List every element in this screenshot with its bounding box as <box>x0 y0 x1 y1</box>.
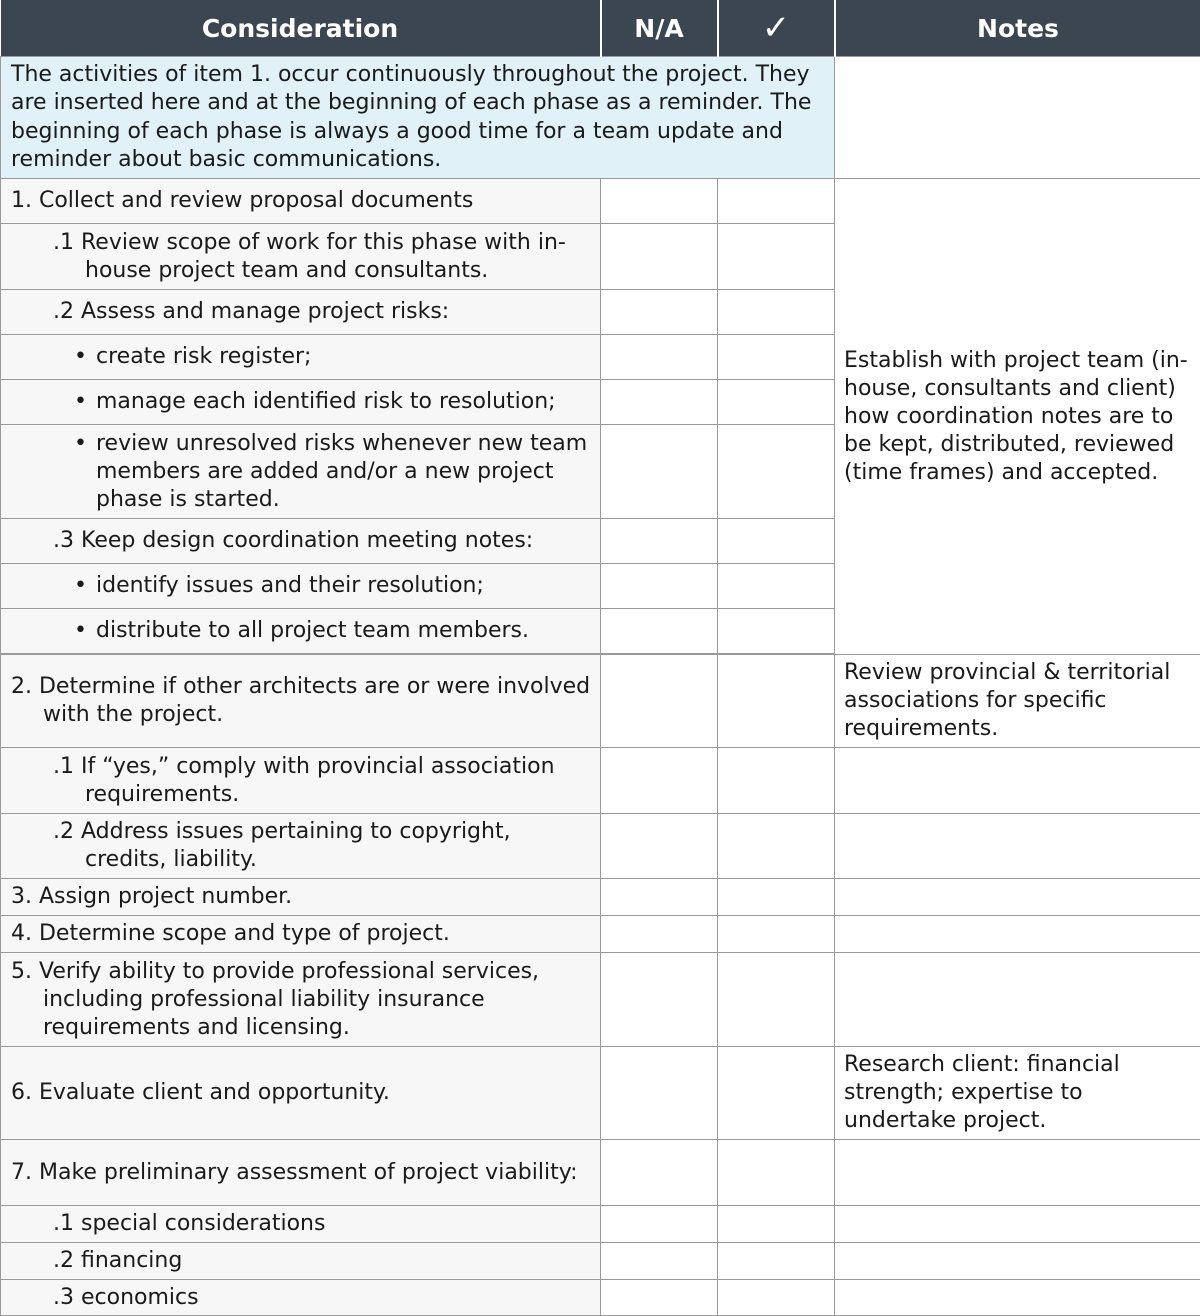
done-checkbox[interactable] <box>718 1140 835 1206</box>
table-row <box>1 1243 1200 1280</box>
table-row <box>1 1140 1200 1206</box>
item-1-2-a: • create risk register; <box>96 343 592 371</box>
na-checkbox[interactable] <box>601 425 718 519</box>
na-checkbox[interactable] <box>601 519 718 564</box>
done-checkbox[interactable] <box>718 916 835 953</box>
header-row <box>1 0 1200 57</box>
na-checkbox[interactable] <box>601 290 718 335</box>
done-checkbox[interactable] <box>718 1047 835 1140</box>
notes-cell <box>835 748 1200 814</box>
notes-cell <box>835 1047 1200 1140</box>
item-4: 4. Determine scope and type of project. <box>11 921 450 946</box>
na-checkbox[interactable] <box>601 748 718 814</box>
item-2-1: .1 If “yes,” comply with provincial association requirements. <box>53 753 555 807</box>
na-checkbox[interactable] <box>601 609 718 654</box>
na-checkbox[interactable] <box>601 335 718 380</box>
done-checkbox[interactable] <box>718 290 835 335</box>
notes-cell <box>835 1206 1200 1243</box>
done-checkbox[interactable] <box>718 335 835 380</box>
notes-cell <box>835 1140 1200 1206</box>
done-checkbox[interactable] <box>718 1243 835 1280</box>
table-row <box>1 814 1200 879</box>
item-3: 3. Assign project number. <box>11 884 293 909</box>
done-checkbox[interactable] <box>718 425 835 519</box>
item-1: 1. Collect and review proposal documents <box>11 188 474 213</box>
na-checkbox[interactable] <box>601 380 718 425</box>
table-row <box>1 1047 1200 1140</box>
item-6: 6. Evaluate client and opportunity. <box>11 1080 390 1105</box>
notes-cell <box>835 814 1200 879</box>
table-row <box>1 1206 1200 1243</box>
item-2-2: .2 Address issues pertaining to copyright, credits, liability. <box>53 819 511 872</box>
done-checkbox[interactable] <box>718 609 835 654</box>
done-checkbox[interactable] <box>718 224 835 290</box>
item-7-3: .3 economics <box>53 1284 199 1310</box>
intro-notes-cell <box>835 57 1200 179</box>
item-1-2-b: • manage each identified risk to resolution; <box>96 388 592 416</box>
notes-cell <box>835 879 1200 916</box>
notes-cell <box>835 655 1200 748</box>
notes-cell <box>835 916 1200 953</box>
na-checkbox[interactable] <box>601 564 718 609</box>
done-checkbox[interactable] <box>718 748 835 814</box>
na-checkbox[interactable] <box>601 1206 718 1243</box>
intro-row <box>1 57 1200 179</box>
na-checkbox[interactable] <box>601 953 718 1047</box>
done-checkbox[interactable] <box>718 814 835 879</box>
done-checkbox[interactable] <box>718 380 835 425</box>
na-checkbox[interactable] <box>601 916 718 953</box>
notes-cell <box>835 179 1200 655</box>
done-checkbox[interactable] <box>718 953 835 1047</box>
na-checkbox[interactable] <box>601 179 718 224</box>
header-na: N/A <box>601 0 718 57</box>
header-notes: Notes <box>835 0 1200 57</box>
table-row <box>1 916 1200 953</box>
header-consideration: Consideration <box>1 0 601 57</box>
done-checkbox[interactable] <box>718 879 835 916</box>
na-checkbox[interactable] <box>601 879 718 916</box>
note-item-6: Research client: financial strength; expertise to undertake project. <box>844 1052 1120 1133</box>
item-1-3-b: • distribute to all project team members. <box>96 617 592 645</box>
note-item-2: Review provincial & territorial associations for specific requirements. <box>844 660 1171 741</box>
check-icon: ✓ <box>718 0 835 57</box>
item-7-2: .2 financing <box>53 1248 183 1273</box>
done-checkbox[interactable] <box>718 1206 835 1243</box>
done-checkbox[interactable] <box>718 179 835 224</box>
item-1-3-a: • identify issues and their resolution; <box>96 572 592 600</box>
na-checkbox[interactable] <box>601 1140 718 1206</box>
done-checkbox[interactable] <box>718 1280 835 1316</box>
item-7: 7. Make preliminary assessment of project viability: <box>11 1159 578 1185</box>
item-2: 2. Determine if other architects are or were involved with the project. <box>11 674 591 727</box>
table-row <box>1 748 1200 814</box>
item-1-1: .1 Review scope of work for this phase with in-house project team and consultants. <box>53 229 566 283</box>
table-row <box>1 953 1200 1047</box>
notes-cell <box>835 953 1200 1047</box>
table-row <box>1 655 1200 748</box>
table-row <box>1 879 1200 916</box>
notes-cell <box>835 1243 1200 1280</box>
na-checkbox[interactable] <box>601 655 718 748</box>
done-checkbox[interactable] <box>718 519 835 564</box>
intro-text: The activities of item 1. occur continuously throughout the project. They are inserted here and at the beginning of each phase as a reminder. The beginning of each phase is always a good time for a team update and reminder about basic communications. <box>1 57 835 179</box>
done-checkbox[interactable] <box>718 655 835 748</box>
table-row <box>1 179 1200 224</box>
item-1-3: .3 Keep design coordination meeting notes: <box>53 528 534 553</box>
item-5: 5. Verify ability to provide professional services, including professional liability insurance requirements and licensing. <box>11 958 540 1040</box>
na-checkbox[interactable] <box>601 814 718 879</box>
na-checkbox[interactable] <box>601 1243 718 1280</box>
na-checkbox[interactable] <box>601 1047 718 1140</box>
na-checkbox[interactable] <box>601 224 718 290</box>
item-7-1: .1 special considerations <box>53 1211 326 1236</box>
notes-cell <box>835 1280 1200 1316</box>
item-1-2-c: • review unresolved risks whenever new team members are added and/or a new project phase is started. <box>96 430 592 514</box>
table-row <box>1 1280 1200 1316</box>
item-1-2: .2 Assess and manage project risks: <box>53 299 450 324</box>
done-checkbox[interactable] <box>718 564 835 609</box>
na-checkbox[interactable] <box>601 1280 718 1316</box>
note-item-1: Establish with project team (in-house, consultants and client) how coordination notes are to be kept, distributed, reviewed (time frames) and accepted. <box>844 347 1188 485</box>
